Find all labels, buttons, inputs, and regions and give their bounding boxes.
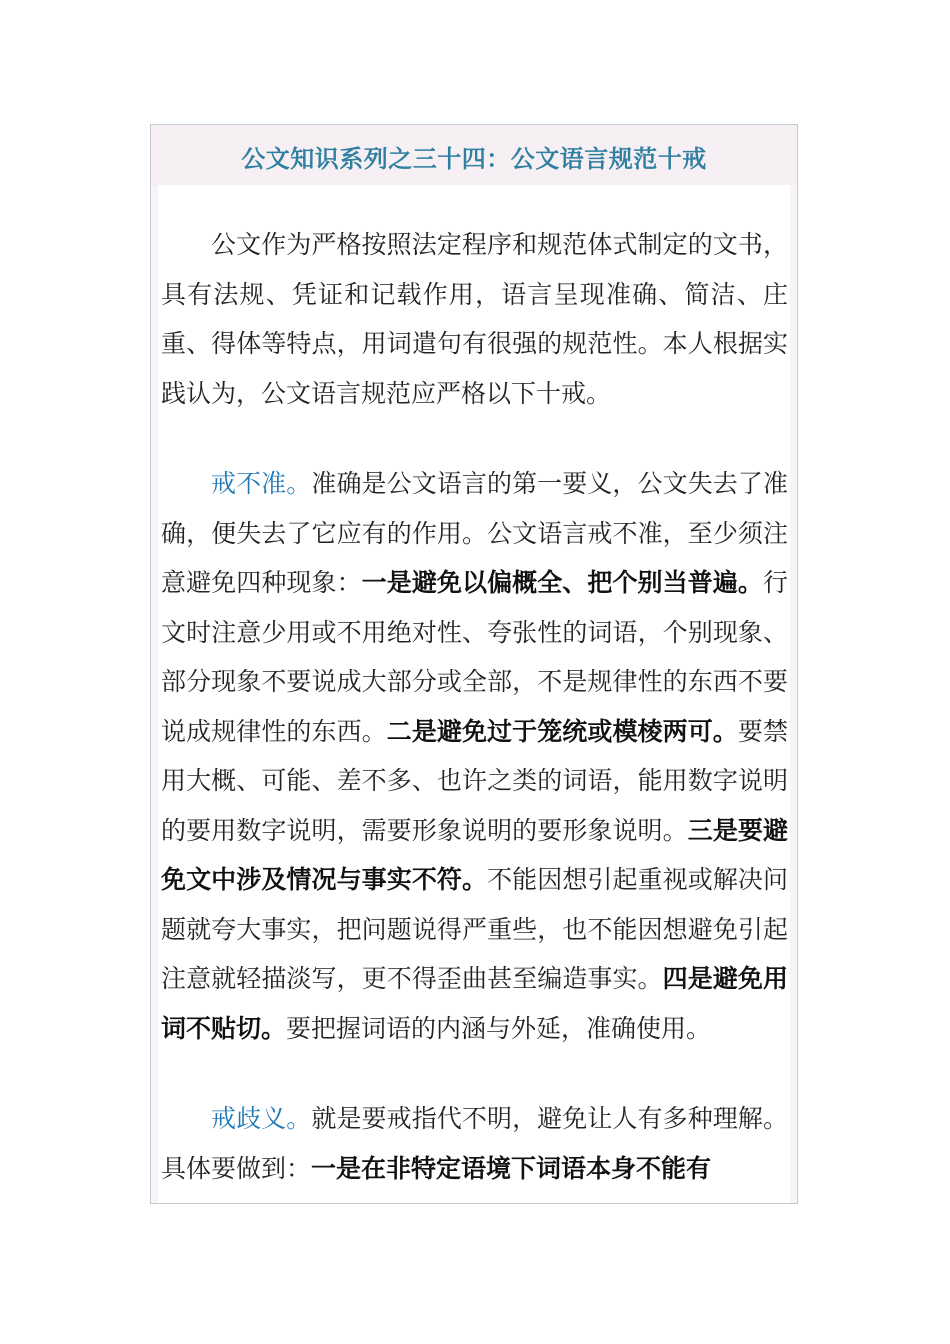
bold-point: 一是在非特定语境下词语本身不能有: [311, 1153, 712, 1183]
body-text: 准确是公文语言的第一要义，公文失去了准确，便失去了它应有的作用。公文语言戒不准，至少须注意避免四种现象：: [161, 469, 788, 597]
intro-paragraph: 公文作为严格按照法定程序和规范体式制定的文书，具有法规、凭证和记载作用，语言呈现准确、简洁、庄重、得体等特点，用词遣句有很强的规范性。本人根据实践认为，公文语言规范应严格以下十戒。: [161, 230, 788, 408]
rule-paragraph-1: [158, 459, 790, 1053]
bold-point: 二是避免过于笼统或模棱两可。: [386, 716, 738, 746]
rule-paragraph-2: [158, 1094, 790, 1193]
document-title: 公文知识系列之三十四：公文语言规范十戒: [241, 144, 707, 173]
bold-point: 一是避免以偏概全、把个别当普遍。: [361, 568, 763, 597]
document-frame: [150, 124, 798, 1204]
bold-point: 四是避免用词不贴切。: [161, 964, 788, 1043]
rule-heading: 戒不准。: [211, 469, 312, 498]
body-text: 不能因想引起重视或解决问题就夸大事实，把问题说得严重些，也不能因想避免引起注意就轻描淡写，更不得歪曲甚至编造事实。: [161, 865, 788, 993]
document-body: [158, 185, 790, 1204]
body-text: 要禁用大概、可能、差不多、也许之类的词语，能用数字说明的要用数字说明，需要形象说明的要形象说明。: [161, 716, 788, 845]
bold-point: 三是要避免文中涉及情况与事实不符。: [161, 815, 788, 894]
body-text: 要把握词语的内涵与外延，准确使用。: [286, 1013, 712, 1043]
body-text: 就是要戒指代不明，避免让人有多种理解。具体要做到：: [161, 1104, 788, 1183]
title-band: [151, 125, 797, 185]
rule-heading: 戒歧义。: [211, 1104, 312, 1133]
body-text: 行文时注意少用或不用绝对性、夸张性的词语，个别现象、部分现象不要说成大部分或全部，不是规律性的东西不要说成规律性的东西。: [161, 568, 788, 746]
